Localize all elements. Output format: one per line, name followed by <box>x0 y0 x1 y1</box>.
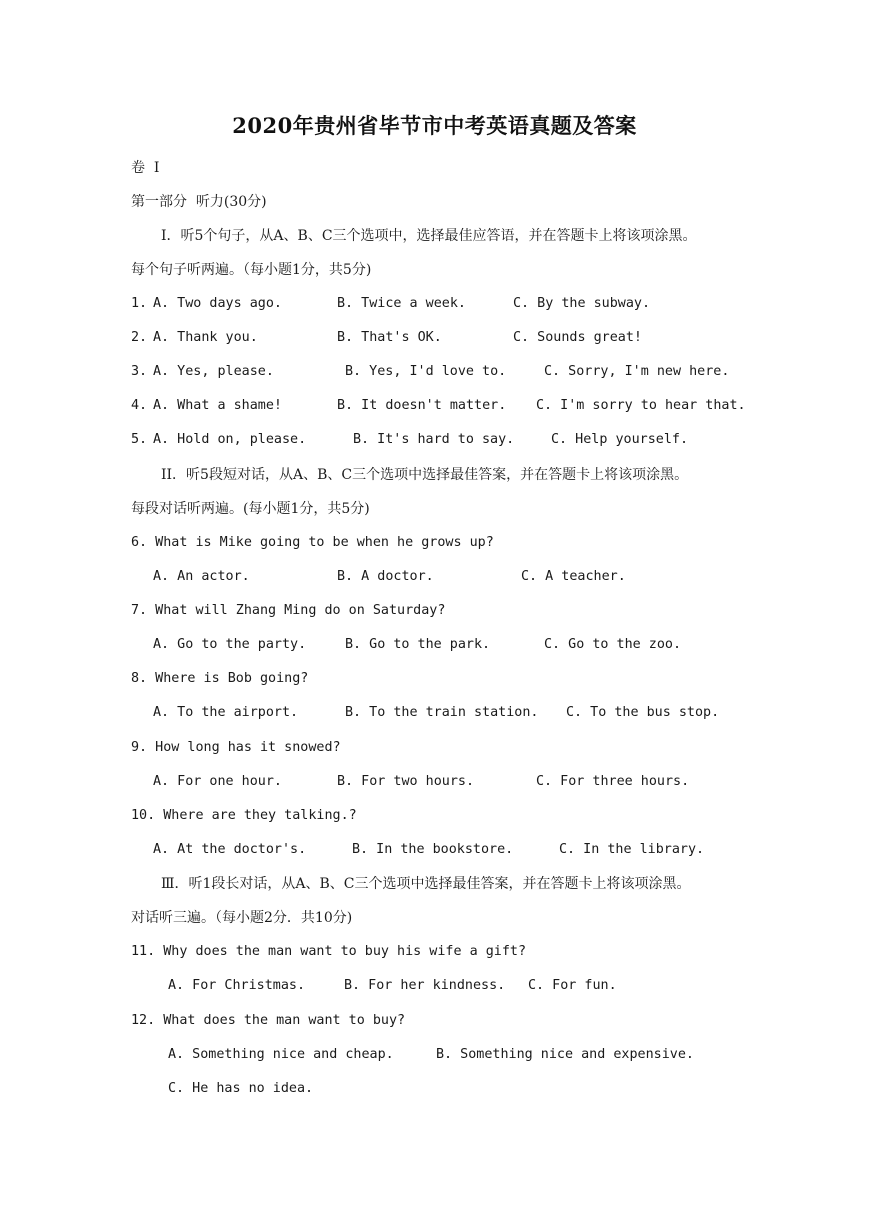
option-c: C. For three hours. <box>536 774 690 789</box>
section2-intro: II．听5段短对话，从A、B、C三个选项中选择最佳答案，并在答题卡上将该项涂黑。 <box>161 467 689 483</box>
option-b: B. A doctor. <box>337 569 434 584</box>
question-row <box>131 362 831 382</box>
option-b: B. It doesn't matter. <box>337 398 507 413</box>
question-stem: 11. Why does the man want to buy his wife a gift? <box>131 944 527 959</box>
options-row <box>168 976 828 996</box>
option-a: A. Two days ago. <box>153 296 282 311</box>
option-c: C. For fun. <box>528 978 617 993</box>
option-c: C. Sounds great! <box>513 330 642 345</box>
options-row <box>153 567 833 587</box>
question-number: 3. <box>131 364 148 379</box>
section3-intro-cont: 对话听三遍。（每小题2分．共10分) <box>131 910 353 926</box>
volume-label: 卷 I <box>131 160 160 176</box>
question-stem: 9. How long has it snowed? <box>131 740 341 755</box>
section1-intro-cont: 每个句子听两遍。（每小题1分，共5分) <box>131 262 372 278</box>
section3-intro: Ⅲ．听1段长对话，从A、B、C三个选项中选择最佳答案，并在答题卡上将该项涂黑。 <box>161 876 691 892</box>
question-row <box>131 396 831 416</box>
option-b: B. For two hours. <box>337 774 475 789</box>
option-a: A. Hold on, please. <box>153 432 307 447</box>
option-b: B. It's hard to say. <box>353 432 515 447</box>
option-c: C. To the bus stop. <box>566 705 720 720</box>
option-a: A. Something nice and cheap. <box>168 1047 394 1062</box>
option-b: B. To the train station. <box>345 705 539 720</box>
option-b: B. For her kindness. <box>344 978 506 993</box>
question-stem: 8. Where is Bob going? <box>131 671 309 686</box>
option-b: B. In the bookstore. <box>352 842 514 857</box>
option-c: C. By the subway. <box>513 296 651 311</box>
options-row <box>153 703 833 723</box>
question-number: 2. <box>131 330 148 345</box>
question-row <box>131 294 831 314</box>
option-a: A. What a shame! <box>153 398 282 413</box>
option-a: A. At the doctor's. <box>153 842 307 857</box>
question-row <box>131 430 831 450</box>
question-row <box>131 328 831 348</box>
option-c: C. Sorry, I'm new here. <box>544 364 730 379</box>
option-a: A. For one hour. <box>153 774 282 789</box>
option-b: B. That's OK. <box>337 330 442 345</box>
question-number: 5. <box>131 432 148 447</box>
part-heading: 第一部分 听力(30分) <box>131 194 267 210</box>
options-row <box>168 1045 828 1065</box>
options-row <box>153 772 833 792</box>
option-c: C. I'm sorry to hear that. <box>536 398 746 413</box>
option-c: C. Help yourself. <box>551 432 689 447</box>
page-title: 2020年贵州省毕节市中考英语真题及答案 <box>232 113 637 138</box>
question-stem: 10. Where are they talking.? <box>131 808 357 823</box>
option-a: A. Go to the party. <box>153 637 307 652</box>
question-number: 4. <box>131 398 148 413</box>
question-stem: 7. What will Zhang Ming do on Saturday? <box>131 603 446 618</box>
question-stem: 12. What does the man want to buy? <box>131 1013 406 1028</box>
question-number: 1. <box>131 296 148 311</box>
option-b: B. Yes, I'd love to. <box>345 364 507 379</box>
option-c: C. He has no idea. <box>168 1081 314 1096</box>
option-a: A. An actor. <box>153 569 250 584</box>
option-a: A. For Christmas. <box>168 978 306 993</box>
option-c: C. Go to the zoo. <box>544 637 682 652</box>
question-stem: 6. What is Mike going to be when he grows up? <box>131 535 494 550</box>
section1-intro: I．听5个句子，从A、B、C三个选项中，选择最佳应答语，并在答题卡上将该项涂黑。 <box>161 228 697 244</box>
option-a: A. To the airport. <box>153 705 299 720</box>
option-c: C. In the library. <box>559 842 705 857</box>
option-c: C. A teacher. <box>521 569 626 584</box>
option-a: A. Thank you. <box>153 330 258 345</box>
options-row <box>153 840 833 860</box>
section2-intro-cont: 每段对话听两遍。(每小题1分，共5分) <box>131 501 370 517</box>
option-b: B. Go to the park. <box>345 637 491 652</box>
option-a: A. Yes, please. <box>153 364 274 379</box>
option-b: B. Twice a week. <box>337 296 466 311</box>
option-b: B. Something nice and expensive. <box>436 1047 694 1062</box>
options-row <box>153 635 833 655</box>
